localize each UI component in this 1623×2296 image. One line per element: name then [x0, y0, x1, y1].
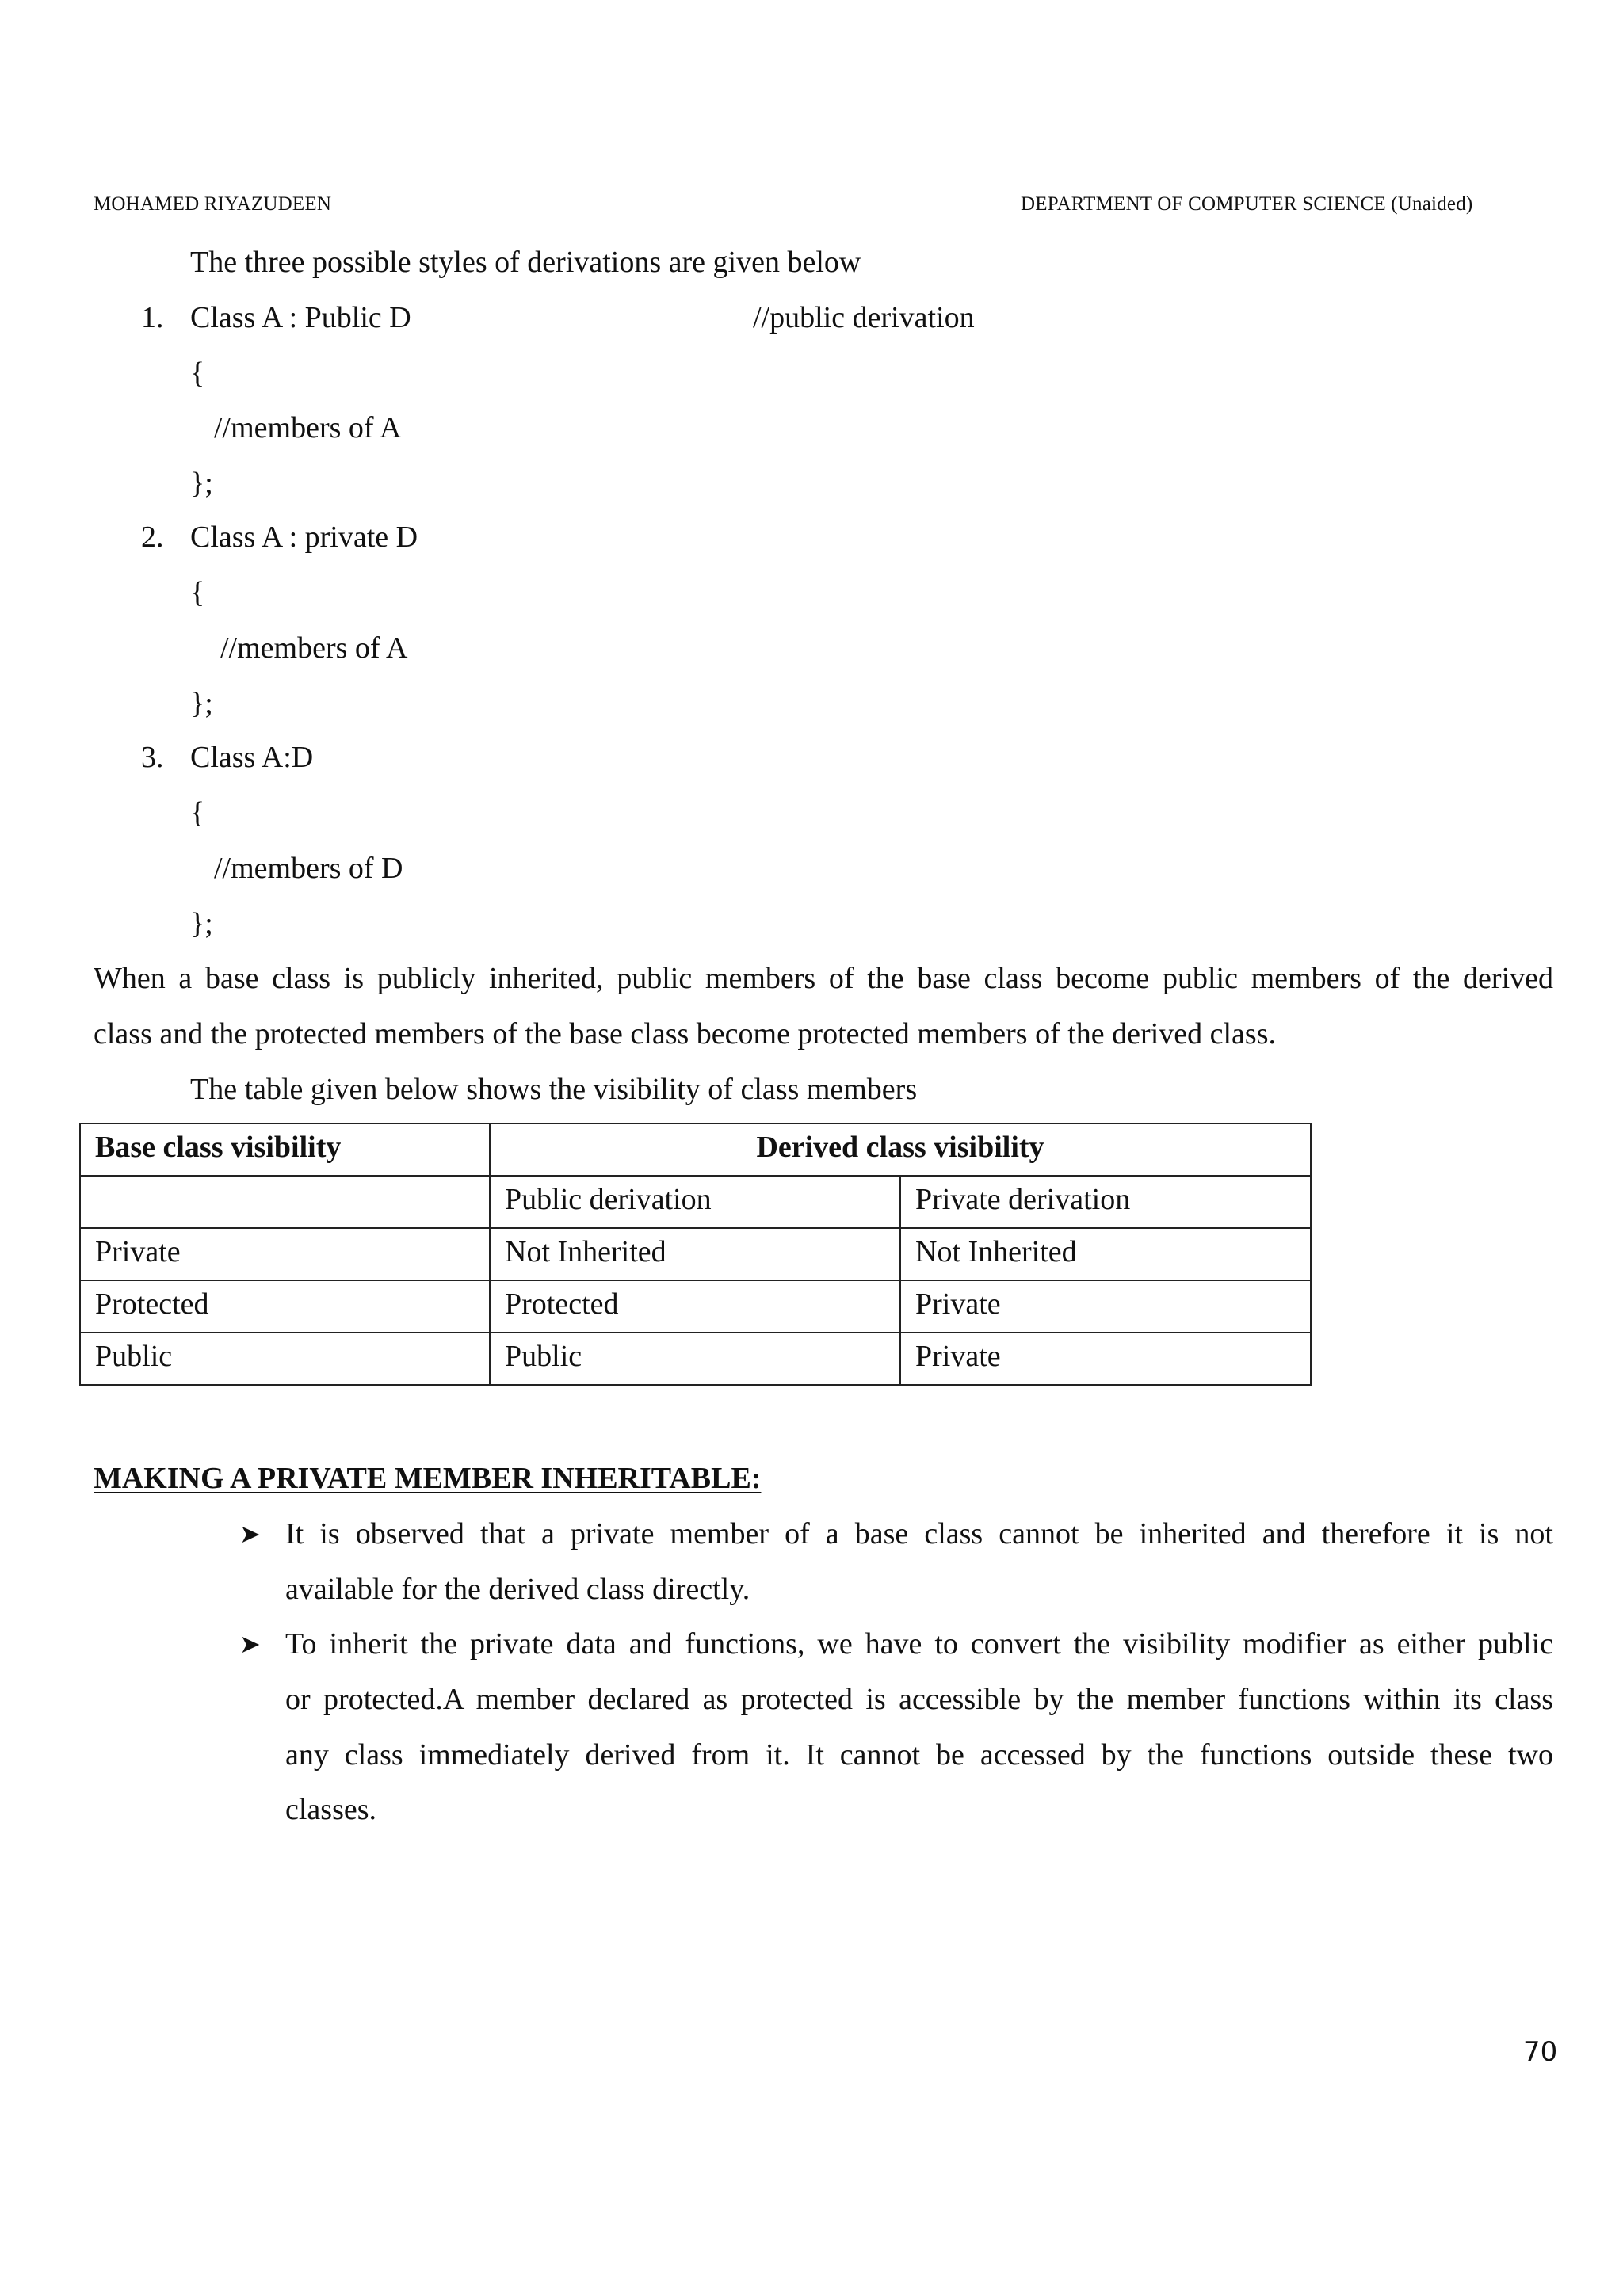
table-header-row — [80, 1123, 1311, 1176]
derivation-2-declaration: Class A : private D — [190, 521, 418, 554]
table-cell-base: Protected — [80, 1280, 490, 1333]
subheader-empty-cell — [80, 1176, 490, 1228]
table-cell-public: Not Inherited — [490, 1228, 900, 1280]
bullet-2-line-3: any class immediately derived from it. It cannot be accessed by the functions outside these two — [285, 1738, 1553, 1772]
section-heading: MAKING A PRIVATE MEMBER INHERITABLE: — [94, 1462, 762, 1495]
derivation-2-body: //members of A — [220, 631, 408, 665]
header-derived-class-visibility: Derived class visibility — [490, 1123, 1311, 1176]
derivation-3-close-brace: }; — [190, 907, 213, 940]
bullet-2-line-1: To inherit the private data and functions, we have to convert the visibility modifier as either public — [285, 1627, 1553, 1661]
derivation-2-close-brace: }; — [190, 687, 213, 720]
bullet-2-line-2: or protected.A member declared as protected is accessible by the member functions within its class — [285, 1683, 1553, 1716]
derivation-2-number: 2. — [141, 521, 164, 554]
derivations-intro: The three possible styles of derivations are given below — [190, 246, 861, 279]
header-department: DEPARTMENT OF COMPUTER SCIENCE (Unaided) — [1021, 193, 1473, 215]
inheritance-paragraph-line-1: When a base class is publicly inherited, public members of the base class become public members of the derived — [94, 962, 1553, 995]
table-cell-base: Public — [80, 1333, 490, 1385]
derivation-1-declaration: Class A : Public D — [190, 301, 411, 334]
arrow-bullet-icon: ➤ — [239, 1520, 261, 1548]
table-intro: The table given below shows the visibility of class members — [190, 1073, 918, 1106]
table-row — [80, 1228, 1311, 1280]
visibility-table — [79, 1123, 1312, 1386]
derivation-1-body: //members of A — [214, 411, 402, 444]
inheritance-paragraph-line-2: class and the protected members of the base class become protected members of the derived class. — [94, 1017, 1276, 1051]
subheader-private-derivation: Private derivation — [900, 1176, 1311, 1228]
subheader-public-derivation: Public derivation — [490, 1176, 900, 1228]
table-cell-public: Public — [490, 1333, 900, 1385]
derivation-2-open-brace: { — [190, 576, 205, 609]
derivation-1-comment: //public derivation — [753, 301, 975, 334]
derivation-1-number: 1. — [141, 301, 164, 334]
table-cell-private: Not Inherited — [900, 1228, 1311, 1280]
table-cell-private: Private — [900, 1280, 1311, 1333]
table-cell-public: Protected — [490, 1280, 900, 1333]
page-number: 70 — [1523, 2036, 1558, 2068]
header-base-class-visibility: Base class visibility — [80, 1123, 490, 1176]
derivation-3-number: 3. — [141, 741, 164, 774]
table-cell-private: Private — [900, 1333, 1311, 1385]
derivation-3-body: //members of D — [214, 852, 403, 885]
table-row — [80, 1333, 1311, 1385]
arrow-bullet-icon: ➤ — [239, 1630, 261, 1658]
table-subheader-row — [80, 1176, 1311, 1228]
bullet-1-line-1: It is observed that a private member of a base class cannot be inherited and therefore it is not — [285, 1517, 1553, 1550]
table-row — [80, 1280, 1311, 1333]
derivation-3-open-brace: { — [190, 796, 205, 830]
header-author: MOHAMED RIYAZUDEEN — [94, 193, 332, 215]
derivation-1-open-brace: { — [190, 357, 205, 390]
derivation-3-declaration: Class A:D — [190, 741, 314, 774]
table-cell-base: Private — [80, 1228, 490, 1280]
bullet-2-line-4: classes. — [285, 1793, 377, 1826]
derivation-1-close-brace: }; — [190, 467, 213, 500]
bullet-1-line-2: available for the derived class directly. — [285, 1573, 750, 1606]
